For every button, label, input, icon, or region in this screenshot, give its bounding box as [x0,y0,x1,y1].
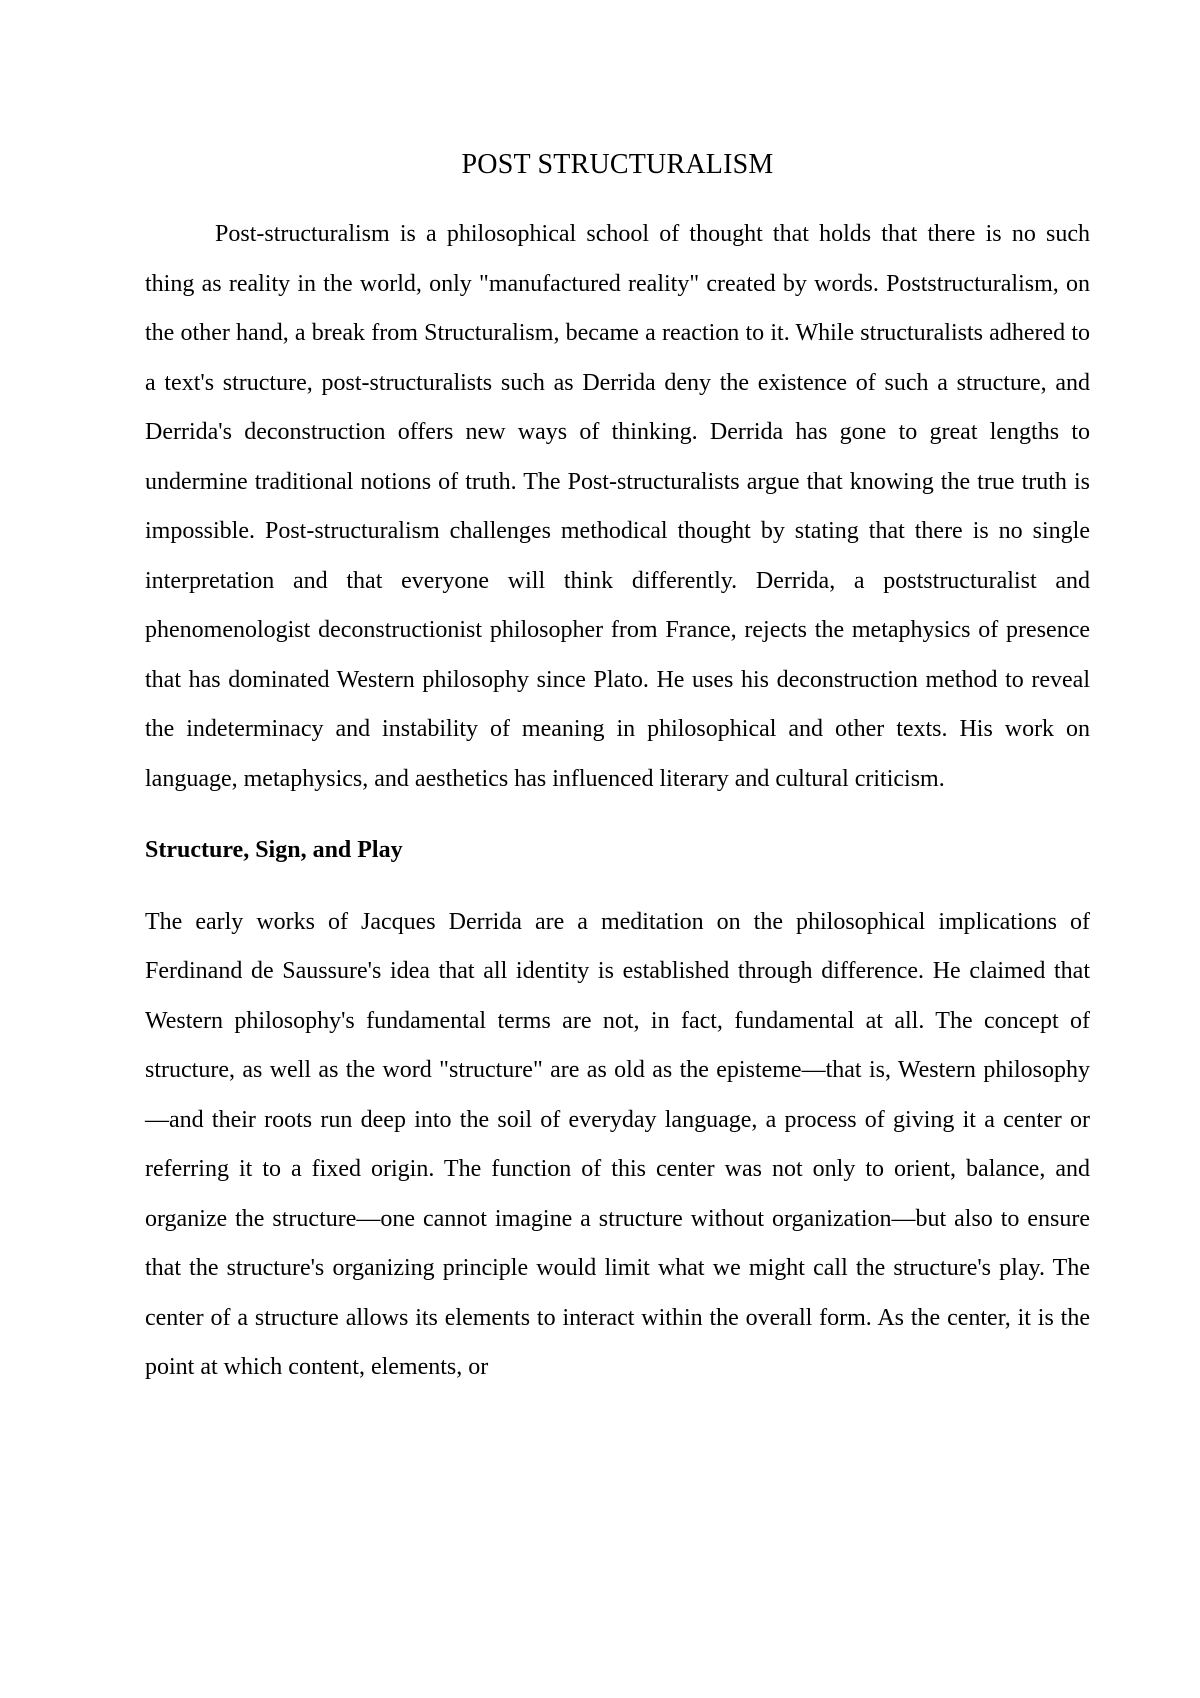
section-heading: Structure, Sign, and Play [145,837,403,863]
intro-paragraph: Post-structuralism is a philosophical school of thought that holds that there is no such thing as reality in the world, only "manufactured reality" created by words. Poststructuralism, on the other hand, a break from Structuralism, became a reaction to it. While structuralists adhered to a text's structure, post-structuralists such as Derrida deny the existence of such a structure, and Derrida's deconstruction offers new ways of thinking. Derrida has gone to great lengths to undermine traditional notions of truth. The Post-structuralists argue that knowing the true truth is impossible. Post-structuralism challenges methodical thought by stating that there is no single interpretation and that everyone will think differently. Derrida, a poststructuralist and phenomenologist deconstructionist philosopher from France, rejects the metaphysics of presence that has dominated Western philosophy since Plato. He uses his deconstruction method to reveal the indeterminacy and instability of meaning in philosophical and other texts. His work on language, metaphysics, and aesthetics has influenced literary and cultural criticism. [145,221,1090,792]
document-body [145,138,1090,1393]
section-paragraph: The early works of Jacques Derrida are a meditation on the philosophical implications of Ferdinand de Saussure's idea that all identity is established through difference. He claimed that Western philosophy's fundamental terms are not, in fact, fundamental at all. The concept of structure, as well as the word "structure" are as old as the episteme—that is, Western philosophy—and their roots run deep into the soil of everyday language, a process of giving it a center or referring it to a fixed origin. The function of this center was not only to orient, balance, and organize the structure—one cannot imagine a structure without organization—but also to ensure that the structure's organizing principle would limit what we might call the structure's play. The center of a structure allows its elements to interact within the overall form. As the center, it is the point at which content, elements, or [145,908,1090,1380]
document-title: POST STRUCTURALISM [461,149,774,180]
